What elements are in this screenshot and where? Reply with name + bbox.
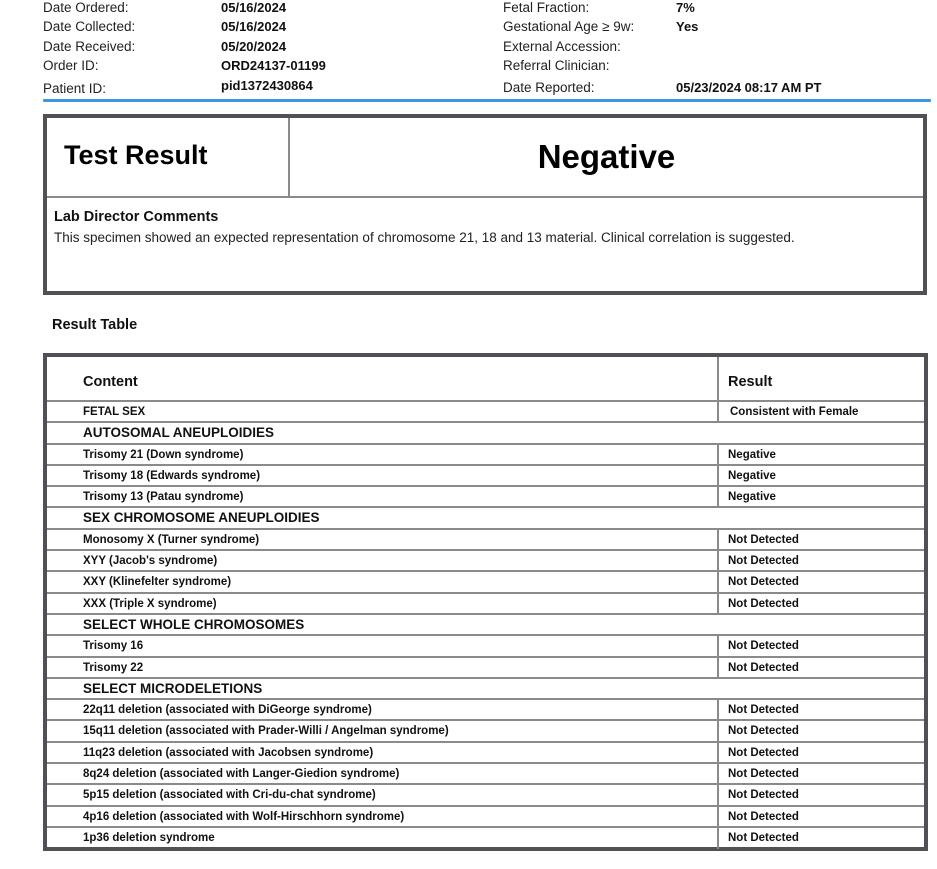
order-info-row — [0, 79, 937, 95]
result-cell: Not Detected — [717, 551, 924, 572]
content-cell: 5p15 deletion (associated with Cri-du-chat syndrome) — [83, 789, 376, 802]
content-cell: 8q24 deletion (associated with Langer-Giedion syndrome) — [83, 768, 400, 781]
order-info-row — [0, 0, 937, 16]
test-result-label-cell — [47, 118, 290, 196]
date-received-value: 05/20/2024 — [221, 39, 287, 54]
comments-body: This specimen showed an expected representation of chromosome 21, 18 and 13 material. Clinical correlation is suggested. — [54, 230, 795, 245]
order-info-row — [0, 39, 937, 55]
comments-heading: Lab Director Comments — [54, 209, 219, 225]
section-heading: SEX CHROMOSOME ANEUPLOIDIES — [83, 510, 320, 526]
content-cell: XXX (Triple X syndrome) — [83, 597, 217, 610]
content-cell: XYY (Jacob's syndrome) — [83, 555, 218, 568]
result-cell: Not Detected — [717, 807, 924, 828]
date-received-label: Date Received: — [43, 39, 136, 54]
header-divider — [43, 99, 931, 102]
fetal-fraction-value: 7% — [676, 0, 695, 15]
lab-director-comments — [54, 208, 803, 247]
table-row — [47, 764, 924, 785]
table-row — [47, 743, 924, 764]
date-reported-label: Date Reported: — [503, 80, 595, 95]
section-heading: AUTOSOMAL ANEUPLOIDIES — [83, 425, 275, 441]
date-collected-value: 05/16/2024 — [221, 19, 287, 34]
table-row — [47, 721, 924, 742]
result-cell: Not Detected — [717, 530, 924, 551]
table-row — [47, 785, 924, 806]
content-cell: Trisomy 22 — [83, 661, 144, 674]
result-table — [43, 353, 928, 851]
result-cell: Consistent with Female — [717, 402, 924, 423]
content-cell: 15q11 deletion (associated with Prader-Willi / Angelman syndrome) — [83, 725, 449, 738]
result-cell: Not Detected — [717, 572, 924, 593]
result-cell: Not Detected — [717, 721, 924, 742]
section-heading: SELECT WHOLE CHROMOSOMES — [83, 616, 305, 632]
table-row — [47, 530, 924, 551]
table-row — [47, 828, 924, 847]
patient-id-value: pid1372430864 — [221, 78, 313, 93]
content-cell: FETAL SEX — [83, 406, 146, 418]
result-cell: Not Detected — [717, 594, 924, 615]
table-row — [47, 445, 924, 466]
content-cell: Trisomy 18 (Edwards syndrome) — [83, 469, 261, 482]
content-cell: 11q23 deletion (associated with Jacobsen syndrome) — [83, 746, 374, 759]
result-cell: Negative — [717, 487, 924, 508]
section-heading: SELECT MICRODELETIONS — [83, 680, 263, 696]
gestational-age-value: Yes — [676, 19, 699, 34]
order-id-value: ORD24137-01199 — [221, 58, 326, 73]
result-cell: Negative — [717, 445, 924, 466]
content-cell: 22q11 deletion (associated with DiGeorge syndrome) — [83, 704, 372, 717]
table-header — [47, 357, 924, 402]
fetal-fraction-label: Fetal Fraction: — [503, 0, 590, 15]
content-column-header: Content — [83, 374, 138, 390]
table-row — [47, 402, 924, 423]
test-result-box — [43, 114, 927, 295]
result-cell: Not Detected — [717, 785, 924, 806]
table-body — [47, 402, 924, 847]
result-column-header: Result — [717, 357, 924, 400]
content-cell: 4p16 deletion (associated with Wolf-Hirschhorn syndrome) — [83, 810, 405, 823]
table-section-row — [47, 679, 924, 700]
table-row — [47, 466, 924, 487]
content-cell: Trisomy 21 (Down syndrome) — [83, 448, 244, 461]
result-cell: Not Detected — [717, 743, 924, 764]
patient-id-label: Patient ID: — [43, 81, 107, 96]
test-result-row — [47, 118, 923, 198]
order-info-row — [0, 19, 937, 35]
content-cell: 1p36 deletion syndrome — [83, 831, 215, 844]
result-cell: Not Detected — [717, 658, 924, 679]
table-row — [47, 487, 924, 508]
date-ordered-value: 05/16/2024 — [221, 0, 287, 15]
result-cell: Not Detected — [717, 764, 924, 785]
date-ordered-label: Date Ordered: — [43, 0, 129, 15]
table-section-row — [47, 423, 924, 444]
table-row — [47, 551, 924, 572]
table-row — [47, 700, 924, 721]
referral-clinician-label: Referral Clinician: — [503, 58, 610, 73]
order-id-label: Order ID: — [43, 58, 99, 73]
date-collected-label: Date Collected: — [43, 19, 136, 34]
table-section-row — [47, 615, 924, 636]
table-row — [47, 636, 924, 657]
test-result-value: Negative — [537, 138, 676, 175]
content-cell: Monosomy X (Turner syndrome) — [83, 533, 260, 546]
result-cell: Not Detected — [717, 700, 924, 721]
test-result-value-cell — [290, 118, 923, 196]
result-cell: Negative — [717, 466, 924, 487]
content-cell: Trisomy 16 — [83, 640, 144, 653]
table-row — [47, 594, 924, 615]
table-section-row — [47, 508, 924, 529]
order-info-row — [0, 58, 937, 74]
result-cell: Not Detected — [717, 636, 924, 657]
external-accession-label: External Accession: — [503, 39, 621, 54]
result-table-title: Result Table — [52, 317, 138, 333]
date-reported-value: 05/23/2024 08:17 AM PT — [676, 80, 822, 95]
test-result-label: Test Result — [64, 140, 208, 170]
gestational-age-label: Gestational Age ≥ 9w: — [503, 19, 635, 34]
table-row — [47, 572, 924, 593]
table-row — [47, 658, 924, 679]
content-cell: XXY (Klinefelter syndrome) — [83, 576, 232, 589]
result-cell: Not Detected — [717, 828, 924, 849]
content-cell: Trisomy 13 (Patau syndrome) — [83, 491, 244, 504]
table-row — [47, 807, 924, 828]
